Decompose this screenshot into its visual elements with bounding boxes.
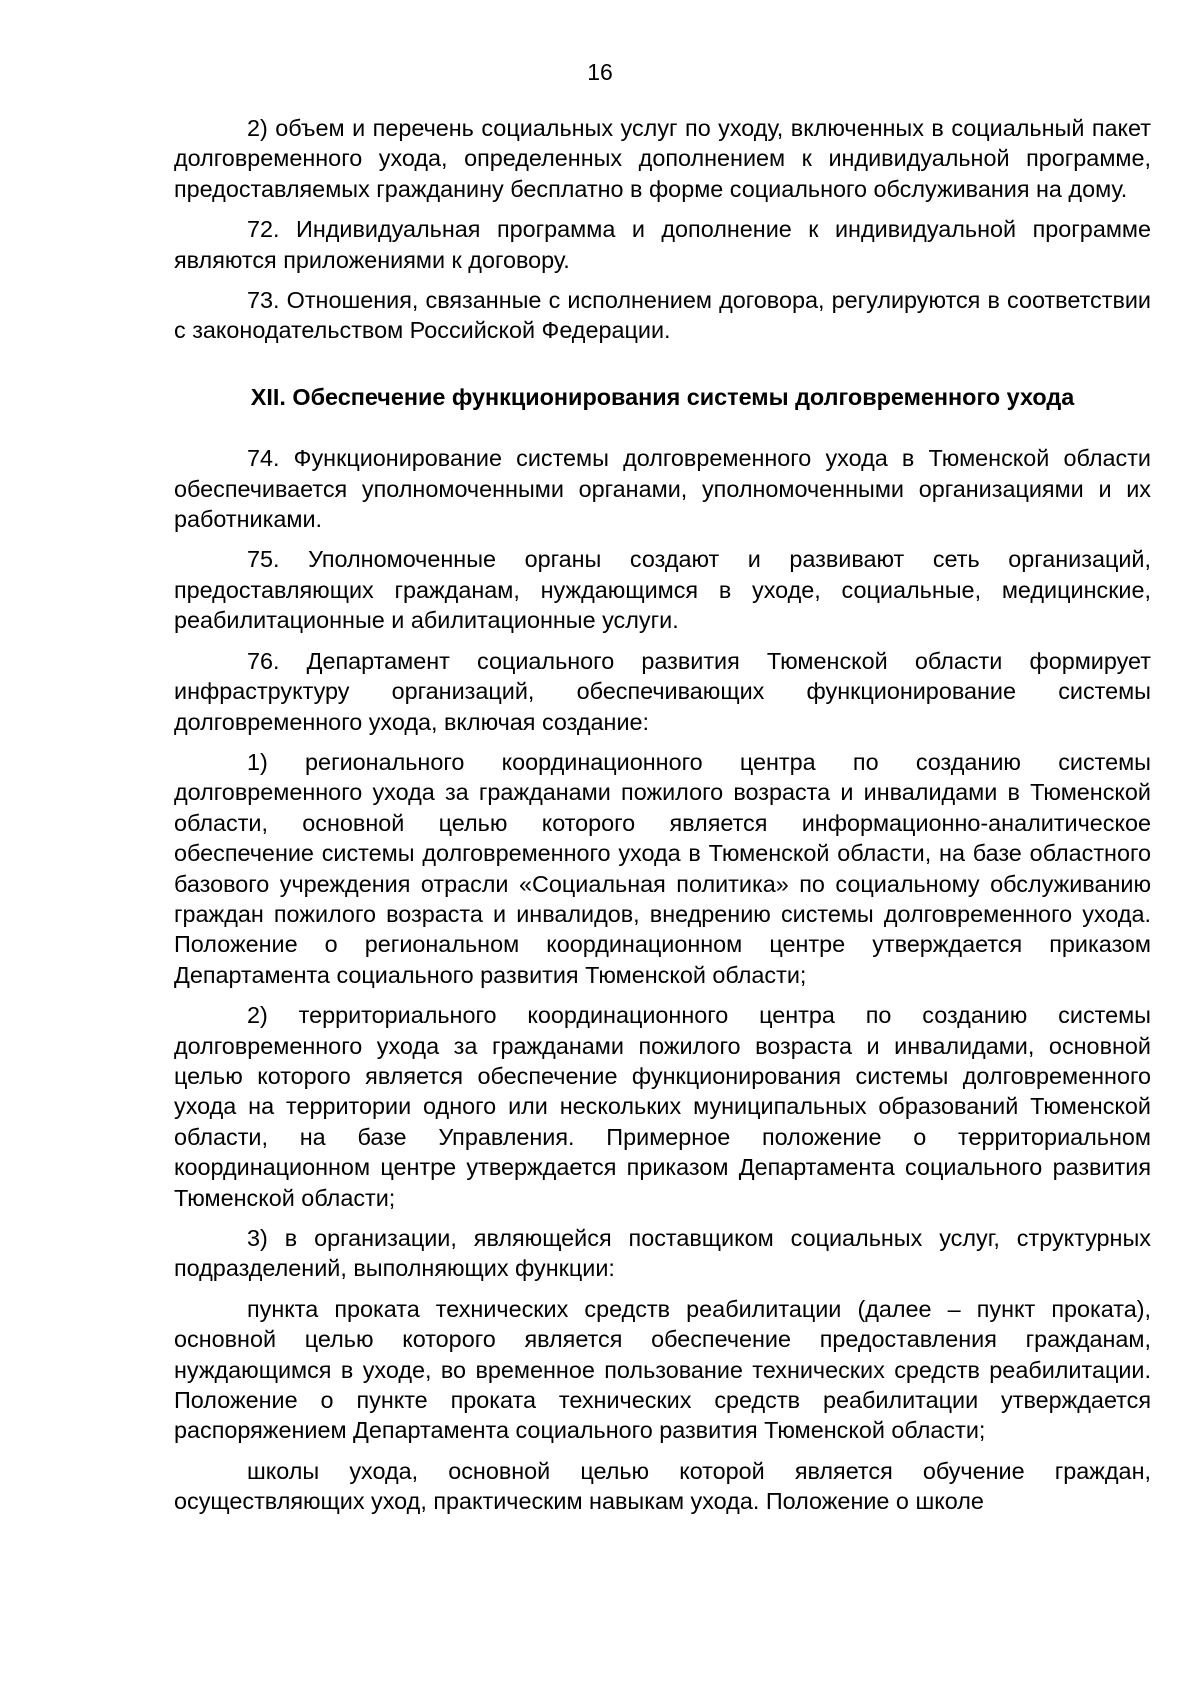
paragraph-76-item-2: 2) территориального координационного центра по созданию системы долговременного ухода за гражданами пожилого возраста и инвалидами, основной целью которого является обеспечение функционирования системы долговременного ухода на территории одного или нескольких муниципальных образований Тюменской области, на базе Управления. Примерное положение о территориальном координационном центре утверждается приказом Департамента социального развития Тюменской области; — [174, 1002, 1151, 1211]
page-number: 16 — [587, 59, 613, 85]
paragraph-72: 72. Индивидуальная программа и дополнение к индивидуальной программе являются приложениями к договору. — [174, 216, 1151, 273]
paragraph-74: 74. Функционирование системы долговременного ухода в Тюменской области обеспечивается уполномоченными органами, уполномоченными организациями и их работниками. — [174, 445, 1151, 533]
paragraph-76-item-1: 1) регионального координационного центра по созданию системы долговременного ухода за гражданами пожилого возраста и инвалидами в Тюменской области, основной целью которого является информационно-аналитическое обеспечение системы долговременного ухода в Тюменской области, на базе областного базового учреждения отрасли «Социальная политика» по социальному обслуживанию граждан пожилого возраста и инвалидов, внедрению системы долговременного ухода. Положение о региональном координационном центре утверждается приказом Департамента социального развития Тюменской области; — [174, 748, 1151, 988]
document-body — [174, 113, 1151, 1527]
section-heading: XII. Обеспечение функционирования системы долговременного ухода — [250, 383, 1075, 410]
paragraph-75: 75. Уполномоченные органы создают и развивают сеть организаций, предоставляющих гражданам, нуждающимся в уходе, социальные, медицинские, реабилитационные и абилитационные услуги. — [174, 546, 1151, 634]
paragraph-rental-point: пункта проката технических средств реабилитации (далее – пункт проката), основной целью которого является обеспечение предоставления гражданам, нуждающимся в уходе, во временное пользование технических средств реабилитации. Положение о пункте проката технических средств реабилитации утверждается распоряжением Департамента социального развития Тюменской области; — [174, 1295, 1151, 1444]
paragraph-care-school: школы ухода, основной целью которой является обучение граждан, осуществляющих уход, практическим навыкам ухода. Положение о школе — [174, 1457, 1151, 1515]
paragraph-item-2-scope-of-services: 2) объем и перечень социальных услуг по уходу, включенных в социальный пакет долговременного ухода, определенных дополнением к индивидуальной программе, предоставляемых гражданину бесплатно в форме социального обслуживания на дому. — [174, 115, 1151, 202]
paragraph-76: 76. Департамент социального развития Тюменской области формирует инфраструктуру организаций, обеспечивающих функционирование системы долговременного ухода, включая создание: — [174, 647, 1151, 735]
paragraph-76-item-3: 3) в организации, являющейся поставщиком социальных услуг, структурных подразделений, выполняющих функции: — [174, 1225, 1151, 1282]
paragraph-73: 73. Отношения, связанные с исполнением договора, регулируются в соответствии с законодательством Российской Федерации. — [174, 287, 1151, 344]
